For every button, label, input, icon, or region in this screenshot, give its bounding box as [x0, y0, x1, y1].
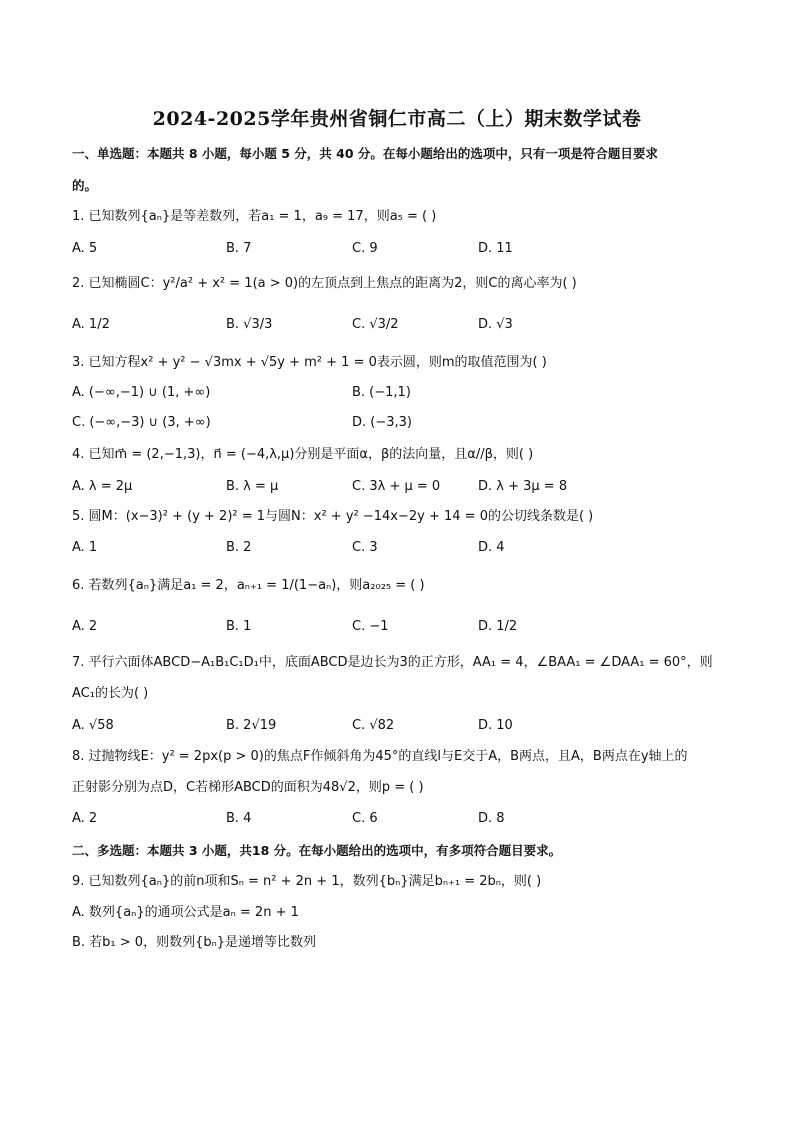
q3-option-c: C. (−∞,−3) ∪ (3, +∞) [72, 415, 211, 430]
q7-option-d: D. 10 [478, 718, 513, 733]
question-8-stem-cont: 正射影分别为点D，C若梯形ABCD的面积为48√2，则p = ( ) [72, 780, 424, 795]
question-4-stem: 4. 已知m⃗ = (2,−1,3)，n⃗ = (−4,λ,μ)分别是平面α，β的法向量，且α//β，则( ) [72, 447, 534, 462]
q9-option-a: A. 数列{aₙ}的通项公式是aₙ = 2n + 1 [72, 905, 299, 920]
question-3-options-row2 [72, 414, 722, 432]
q6-option-b: B. 1 [226, 619, 252, 634]
q1-option-b: B. 7 [226, 241, 252, 256]
question-6-options [72, 618, 722, 636]
question-8-stem: 8. 过抛物线E：y² = 2px(p > 0)的焦点F作倾斜角为45°的直线l与E交于A，B两点，且A，B两点在y轴上的 [72, 749, 688, 764]
question-1-options [72, 240, 722, 258]
section-1-heading: 一、单选题：本题共 8 小题，每小题 5 分，共 40 分。在每小题给出的选项中，只有一项是符合题目要求 [72, 146, 658, 161]
q7-option-b: B. 2√19 [226, 718, 277, 733]
question-2-options [72, 316, 722, 334]
q2-option-a: A. 1/2 [72, 317, 110, 332]
section-1-heading-cont: 的。 [72, 178, 98, 193]
question-7-stem: 7. 平行六面体ABCD−A₁B₁C₁D₁中，底面ABCD是边长为3的正方形，AA₁ = 4，∠BAA₁ = ∠DAA₁ = 60°，则 [72, 655, 713, 670]
q3-option-d: D. (−3,3) [352, 415, 412, 430]
q1-option-c: C. 9 [352, 241, 378, 256]
q4-option-d: D. λ + 3μ = 8 [478, 479, 568, 494]
question-8-options [72, 810, 722, 828]
question-2-stem: 2. 已知椭圆C：y²/a² + x² = 1(a > 0)的左顶点到上焦点的距离为2，则C的离心率为( ) [72, 276, 577, 291]
q5-option-d: D. 4 [478, 540, 505, 555]
q2-option-d: D. √3 [478, 317, 513, 332]
q5-option-c: C. 3 [352, 540, 378, 555]
q7-option-a: A. √58 [72, 718, 114, 733]
q3-option-a: A. (−∞,−1) ∪ (1, +∞) [72, 385, 211, 400]
q8-option-a: A. 2 [72, 811, 98, 826]
question-6-stem: 6. 若数列{aₙ}满足a₁ = 2，aₙ₊₁ = 1/(1−aₙ)，则a₂₀₂₅ = ( ) [72, 578, 425, 593]
question-7-options [72, 717, 722, 735]
q1-option-d: D. 11 [478, 241, 513, 256]
question-7-stem-cont: AC₁的长为( ) [72, 686, 149, 701]
q5-option-b: B. 2 [226, 540, 252, 555]
section-2-heading: 二、多选题：本题共 3 小题，共18 分。在每小题给出的选项中，有多项符合题目要求。 [72, 843, 562, 858]
question-9-stem: 9. 已知数列{aₙ}的前n项和Sₙ = n² + 2n + 1，数列{bₙ}满足bₙ₊₁ = 2bₙ，则( ) [72, 874, 542, 889]
q3-option-b: B. (−1,1) [352, 385, 411, 400]
q4-option-b: B. λ = μ [226, 479, 279, 494]
question-4-options [72, 478, 722, 496]
question-3-options-row1 [72, 384, 722, 402]
q9-option-b: B. 若b₁ > 0，则数列{bₙ}是递增等比数列 [72, 935, 317, 950]
question-5-stem: 5. 圆M：(x−3)² + (y + 2)² = 1与圆N：x² + y² −14x−2y + 14 = 0的公切线条数是( ) [72, 509, 594, 524]
q6-option-a: A. 2 [72, 619, 98, 634]
q8-option-d: D. 8 [478, 811, 505, 826]
question-3-stem: 3. 已知方程x² + y² − √3mx + √5y + m² + 1 = 0表示圆，则m的取值范围为( ) [72, 355, 547, 370]
q8-option-c: C. 6 [352, 811, 378, 826]
exam-title: 2024-2025学年贵州省铜仁市高二（上）期末数学试卷 [152, 108, 642, 130]
question-1-stem: 1. 已知数列{aₙ}是等差数列，若a₁ = 1，a₉ = 17，则a₅ = ( ) [72, 209, 437, 224]
question-5-options [72, 539, 722, 557]
q4-option-c: C. 3λ + μ = 0 [352, 479, 441, 494]
q4-option-a: A. λ = 2μ [72, 479, 133, 494]
q6-option-d: D. 1/2 [478, 619, 518, 634]
q2-option-b: B. √3/3 [226, 317, 273, 332]
q5-option-a: A. 1 [72, 540, 98, 555]
q6-option-c: C. −1 [352, 619, 389, 634]
q8-option-b: B. 4 [226, 811, 252, 826]
q1-option-a: A. 5 [72, 241, 98, 256]
q7-option-c: C. √82 [352, 718, 395, 733]
q2-option-c: C. √3/2 [352, 317, 399, 332]
